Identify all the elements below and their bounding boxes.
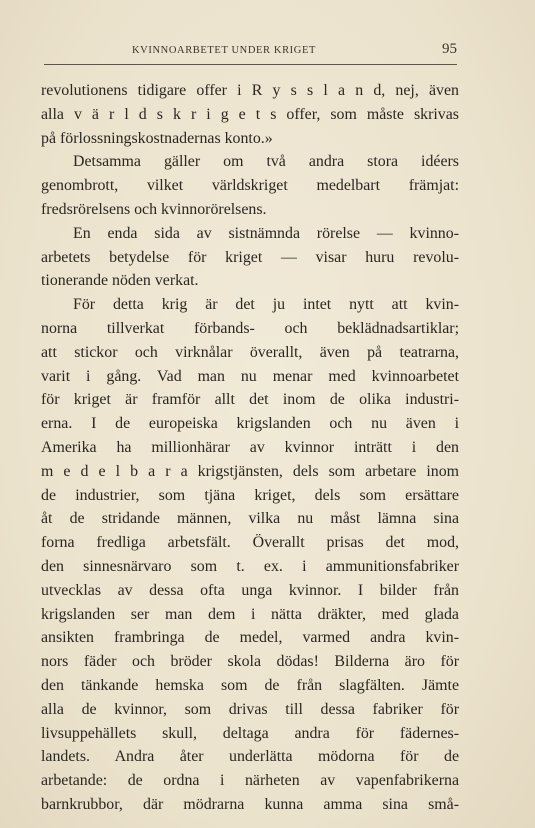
text-line: norna tillverkat förbands- och beklädnadsartiklar; — [41, 319, 459, 337]
text-line: på förlossningskostnadernas konto.» — [41, 129, 273, 147]
text-line: ansikten frambringa de medel, varmed andra kvin- — [41, 629, 459, 647]
text-line: Amerika ha millionhärar av kvinnor inträtt i den — [41, 438, 459, 456]
text-line: erna. I de europeiska krigslanden och nu även i — [41, 415, 459, 433]
text-line: arbetande: de ordna i närheten av vapenfabrikerna — [41, 772, 459, 790]
text-line: arbetets betydelse för kriget — visar huru revolu- — [41, 248, 459, 266]
text-line: livsuppehällets skull, deltaga andra för fädernes- — [41, 724, 459, 742]
text-line: den tänkande hemska som de från slagfälten. Jämte — [41, 676, 459, 694]
text-line: revolutionens tidigare offer i R y s s l a n d, nej, även — [41, 82, 459, 99]
text-line: för kriget är framför allt det inom de olika industri- — [41, 391, 459, 409]
page-header — [44, 40, 457, 65]
text-line: nors fäder och bröder skola dödas! Bilderna äro för — [41, 653, 459, 671]
text-line: För detta krig är det ju intet nytt att kvin- — [73, 296, 459, 314]
text-line: utvecklas av dessa ofta unga kvinnor. I bilder från — [41, 581, 459, 599]
running-head: KVINNOARBETET UNDER KRIGET — [132, 45, 316, 56]
text-line: Detsamma gäller om två andra stora idéers — [73, 153, 459, 171]
text-line: genombrott, vilket världskriget medelbart främjat: — [41, 177, 459, 195]
text-line: tionerande nöden verkat. — [41, 272, 199, 290]
text-line: att stickor och virknålar överallt, även på teatrarna, — [41, 343, 459, 361]
text-line: åt de stridande männen, vilka nu måst lämna sina — [41, 510, 459, 528]
text-line: alla v ä r l d s k r i g e t s offer, som måste skrivas — [41, 105, 459, 123]
text-line: En enda sida av sistnämnda rörelse — kvinno- — [73, 224, 459, 242]
text-line: fredsrörelsens och kvinnorörelsens. — [41, 200, 267, 218]
body-text — [41, 79, 459, 817]
text-line: forna fredliga arbetsfält. Överallt prisas det mod, — [41, 534, 459, 552]
text-line: krigslanden ser man dem i nätta dräkter, med glada — [41, 605, 459, 623]
text-line: den sinnesnärvaro som t. ex. i ammunitionsfabriker — [41, 557, 459, 575]
text-line: varit i gång. Vad man nu menar med kvinnoarbetet — [41, 367, 459, 385]
page-number: 95 — [442, 41, 457, 57]
text-line: m e d e l b a r a krigstjänsten, dels som arbetare inom — [41, 462, 459, 480]
text-line: de industrier, som tjäna kriget, dels som ersättare — [41, 486, 459, 504]
text-line: barnkrubbor, där mödrarna kunna amma sina små- — [41, 795, 459, 813]
text-line: alla de kvinnor, som drivas till dessa fabriker för — [41, 700, 459, 718]
text-line: landets. Andra åter underlätta mödorna för de — [41, 748, 459, 766]
